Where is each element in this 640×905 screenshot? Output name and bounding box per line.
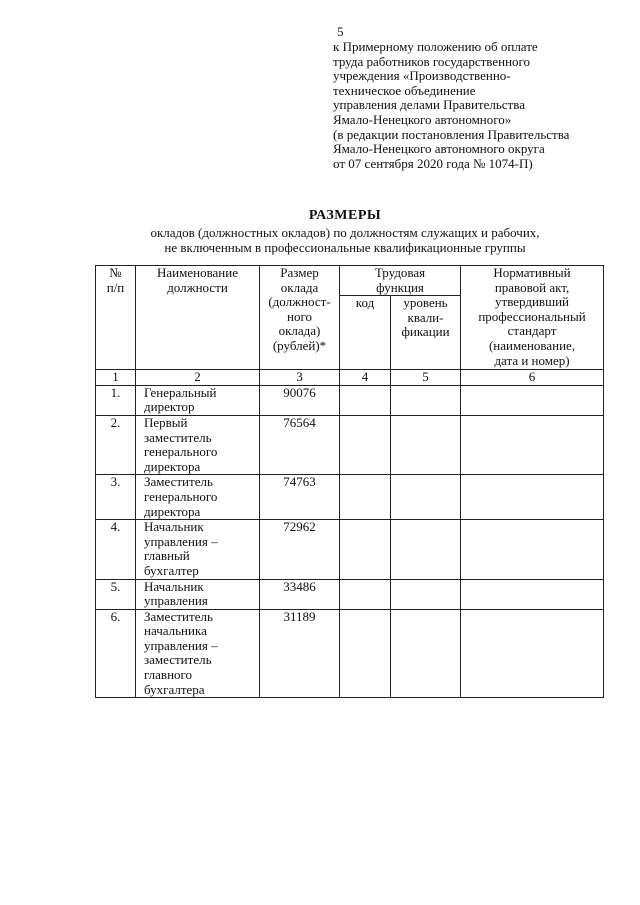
column-number-row — [96, 370, 604, 386]
standard-cell — [461, 415, 604, 474]
column-number: 6 — [461, 370, 604, 386]
salary-value: 31189 — [260, 609, 340, 698]
row-number: 6. — [96, 609, 136, 698]
standard-cell — [461, 385, 604, 415]
code-cell — [340, 520, 391, 579]
position-name: Начальник управления — [136, 579, 260, 609]
document-subtitle — [0, 225, 640, 255]
table-row — [96, 475, 604, 520]
salary-value: 76564 — [260, 415, 340, 474]
annex-line: от 07 сентября 2020 года № 1074-П) — [333, 155, 533, 171]
column-number: 1 — [96, 370, 136, 386]
annex-line: техническое объединение — [333, 82, 476, 98]
column-number: 2 — [136, 370, 260, 386]
qualification-cell — [391, 520, 461, 579]
column-number: 5 — [391, 370, 461, 386]
table-row — [96, 609, 604, 698]
code-cell — [340, 579, 391, 609]
column-number: 4 — [340, 370, 391, 386]
code-cell — [340, 475, 391, 520]
code-cell — [340, 415, 391, 474]
code-cell — [340, 609, 391, 698]
annex-line: учреждения «Производственно- — [333, 68, 511, 84]
subtitle-line: не включенным в профессиональные квалификационные группы — [164, 240, 526, 255]
standard-cell — [461, 520, 604, 579]
annex-line: (в редакции постановления Правительства — [333, 126, 570, 142]
table-row — [96, 579, 604, 609]
row-number: 3. — [96, 475, 136, 520]
row-number: 4. — [96, 520, 136, 579]
position-name: Заместитель начальника управления – заместитель главного бухгалтера — [136, 609, 260, 698]
position-name: Заместитель генерального директора — [136, 475, 260, 520]
annex-line: Ямало-Ненецкого автономного округа — [333, 141, 545, 157]
header-labor-function: Трудовая функция — [340, 266, 461, 296]
annex-line: Ямало-Ненецкого автономного» — [333, 111, 512, 127]
salary-table — [95, 265, 604, 698]
salary-value: 72962 — [260, 520, 340, 579]
qualification-cell — [391, 385, 461, 415]
qualification-cell — [391, 415, 461, 474]
header-salary: Размер оклада (должност- ного оклада) (рублей)* — [260, 266, 340, 370]
table-row — [96, 385, 604, 415]
qualification-cell — [391, 609, 461, 698]
header-qualification: уровень квали- фикации — [391, 296, 461, 370]
row-number: 1. — [96, 385, 136, 415]
salary-value: 90076 — [260, 385, 340, 415]
standard-cell — [461, 609, 604, 698]
column-number: 3 — [260, 370, 340, 386]
code-cell — [340, 385, 391, 415]
header-number: № п/п — [96, 266, 136, 370]
header-code: код — [340, 296, 391, 370]
table-row — [96, 520, 604, 579]
annex-line: труда работников государственного — [333, 53, 531, 69]
subtitle-line: окладов (должностных окладов) по должностям служащих и рабочих, — [150, 225, 540, 240]
position-name: Начальник управления – главный бухгалтер — [136, 520, 260, 579]
table-row — [96, 415, 604, 474]
salary-value: 74763 — [260, 475, 340, 520]
position-name: Первый заместитель генерального директора — [136, 415, 260, 474]
standard-cell — [461, 579, 604, 609]
row-number: 2. — [96, 415, 136, 474]
salary-value: 33486 — [260, 579, 340, 609]
standard-cell — [461, 475, 604, 520]
page-number: 5 — [337, 24, 344, 39]
annex-line: управления делами Правительства — [333, 97, 525, 113]
annex-line: к Примерному положению об оплате — [333, 39, 538, 54]
row-number: 5. — [96, 579, 136, 609]
document-title: РАЗМЕРЫ — [308, 208, 382, 223]
position-name: Генеральный директор — [136, 385, 260, 415]
header-standard: Нормативный правовой акт, утвердивший профессиональный стандарт (наименование, дата и номер) — [461, 266, 604, 370]
header-position: Наименование должности — [136, 266, 260, 370]
annex-reference — [333, 40, 633, 171]
qualification-cell — [391, 475, 461, 520]
qualification-cell — [391, 579, 461, 609]
